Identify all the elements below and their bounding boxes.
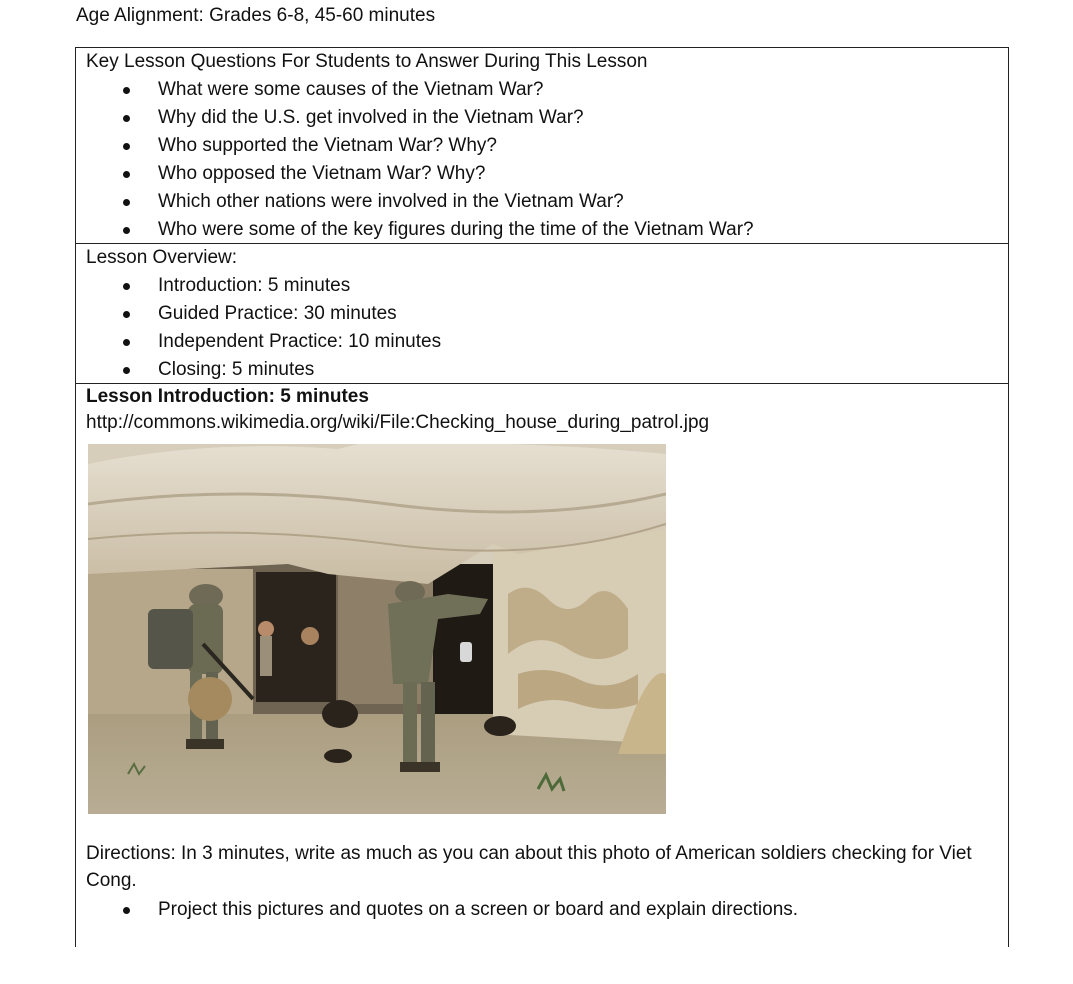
- bullet-icon: [123, 199, 130, 206]
- question-text: Who opposed the Vietnam War? Why?: [158, 163, 486, 184]
- bullet-icon: [123, 339, 130, 346]
- overview-text: Independent Practice: 10 minutes: [158, 331, 442, 352]
- question-item: [86, 188, 998, 216]
- overview-item: [86, 356, 998, 384]
- questions-list: [86, 76, 998, 244]
- overview-cell: [76, 244, 1008, 384]
- overview-text: Closing: 5 minutes: [158, 359, 315, 380]
- overview-text: Introduction: 5 minutes: [158, 275, 351, 296]
- directions-text: Directions: In 3 minutes, write as much as you can about this photo of American soldiers checking for Viet Cong.: [86, 843, 972, 891]
- question-item: [86, 216, 998, 244]
- question-item: [86, 132, 998, 160]
- lesson-table: [75, 47, 1009, 947]
- question-item: [86, 76, 998, 104]
- overview-text: Guided Practice: 30 minutes: [158, 303, 397, 324]
- overview-item: [86, 300, 998, 328]
- bullet-icon: [123, 87, 130, 94]
- question-item: [86, 104, 998, 132]
- questions-cell: [76, 48, 1008, 244]
- question-text: Why did the U.S. get involved in the Vietnam War?: [158, 107, 584, 128]
- question-item: [86, 160, 998, 188]
- overview-item: [86, 328, 998, 356]
- photo-source-url: http://commons.wikimedia.org/wiki/File:Checking_house_during_patrol.jpg: [86, 412, 710, 433]
- question-text: What were some causes of the Vietnam War?: [158, 79, 544, 100]
- patrol-photo-illustration: [88, 444, 666, 814]
- bullet-icon: [123, 227, 130, 234]
- bullet-icon: [123, 171, 130, 178]
- questions-title: Key Lesson Questions For Students to Answer During This Lesson: [86, 51, 648, 72]
- question-text: Who were some of the key figures during the time of the Vietnam War?: [158, 219, 754, 240]
- overview-item: [86, 272, 998, 300]
- overview-list: [86, 272, 998, 384]
- introduction-title: Lesson Introduction: 5 minutes: [86, 386, 369, 407]
- directions-item-text: Project this pictures and quotes on a screen or board and explain directions.: [158, 899, 799, 920]
- overview-title: Lesson Overview:: [86, 247, 238, 268]
- age-alignment: Age Alignment: Grades 6-8, 45-60 minutes: [76, 5, 436, 26]
- bullet-icon: [123, 143, 130, 150]
- bullet-icon: [123, 283, 130, 290]
- question-text: Who supported the Vietnam War? Why?: [158, 135, 497, 156]
- bullet-icon: [123, 367, 130, 374]
- bullet-icon: [123, 115, 130, 122]
- bullet-icon: [123, 907, 130, 914]
- bullet-icon: [123, 311, 130, 318]
- vietnam-patrol-photo: [88, 444, 666, 814]
- introduction-cell: [76, 384, 1008, 984]
- question-text: Which other nations were involved in the Vietnam War?: [158, 191, 624, 212]
